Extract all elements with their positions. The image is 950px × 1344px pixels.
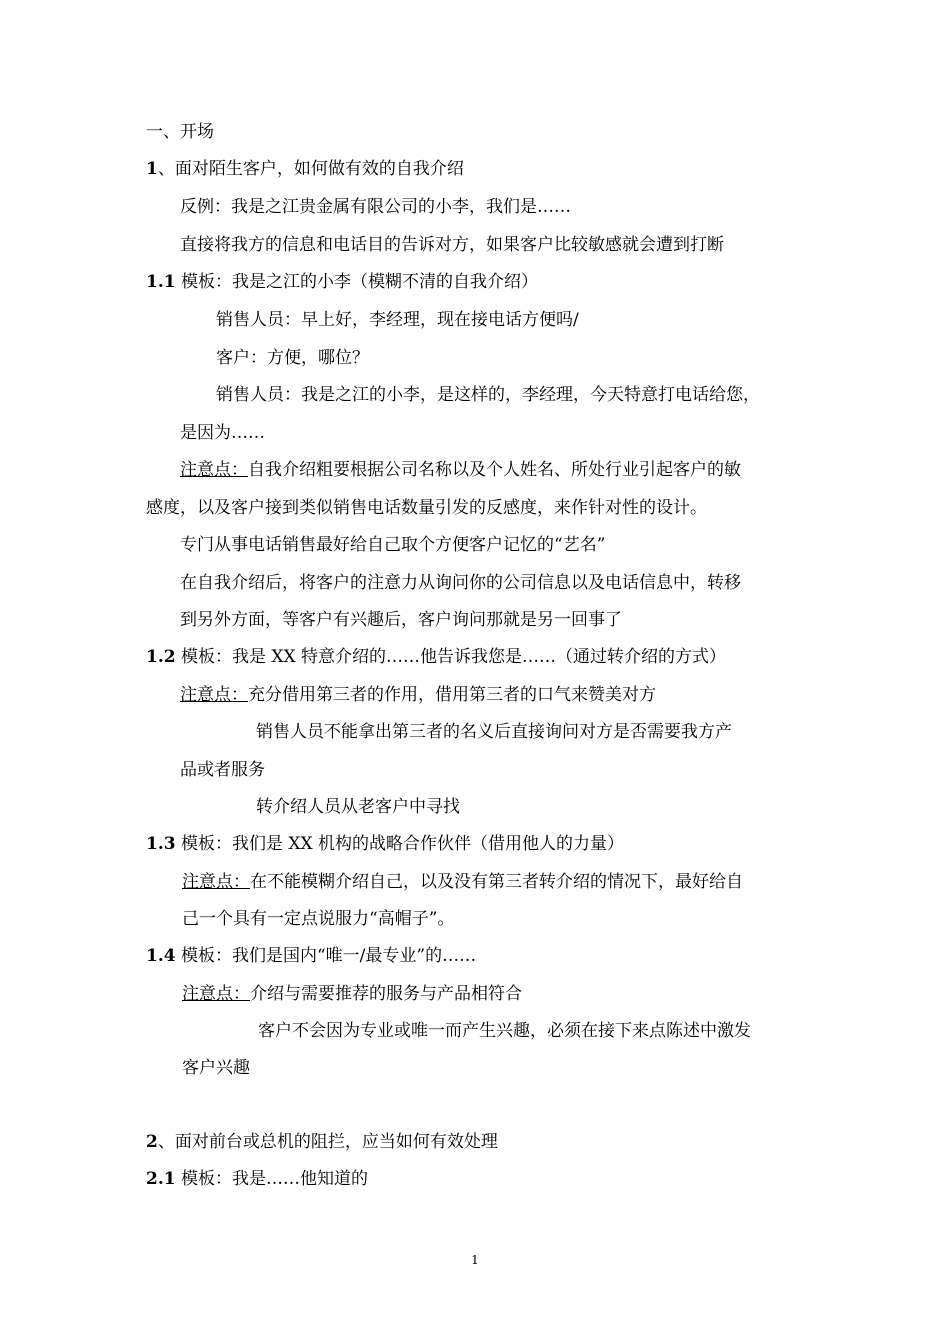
page-number: 1 — [471, 1253, 479, 1267]
section-heading-text: 一、开场 — [146, 122, 214, 142]
paragraph-line: 反例：我是之江贵金属有限公司的小李，我们是…… — [180, 197, 571, 217]
heading-text: 模板：我们是国内“唯一/最专业”的…… — [175, 946, 477, 966]
paragraph-line: 在自我介绍后，将客户的注意力从询问你的公司信息以及电话信息中，转移 — [180, 573, 741, 593]
note-label: 注意点： — [182, 872, 250, 892]
heading-text: 模板：我们是 XX 机构的战略合作伙伴（借用他人的力量） — [175, 834, 624, 854]
section-heading — [146, 120, 214, 144]
paragraph-line: 销售人员不能拿出第三者的名义后直接询问对方是否需要我方产 — [256, 722, 732, 742]
note-label: 注意点： — [180, 685, 248, 705]
note-text: 介绍与需要推荐的服务与产品相符合 — [250, 984, 522, 1004]
heading-number: 1.1 — [146, 272, 176, 292]
paragraph-line: 客户不会因为专业或唯一而产生兴趣，必须在接下来点陈述中激发 — [258, 1021, 751, 1041]
paragraph-line: 己一个具有一定点说服力“高帽子”。 — [182, 909, 455, 929]
heading-number: 1.3 — [146, 834, 176, 854]
heading-number: 1 — [146, 159, 158, 179]
heading-2-1 — [146, 1167, 368, 1191]
paragraph-line: 专门从事电话销售最好给自己取个方便客户记忆的“艺名” — [180, 535, 606, 555]
note-line — [182, 870, 743, 894]
dialogue-line: 销售人员：我是之江的小李，是这样的，李经理，今天特意打电话给您， — [216, 385, 760, 405]
note-label: 注意点： — [180, 460, 248, 480]
paragraph-line: 客户兴趣 — [182, 1058, 250, 1078]
heading-text: 、面对陌生客户，如何做有效的自我介绍 — [157, 159, 464, 179]
heading-number: 2.1 — [146, 1169, 176, 1189]
heading-text: 、面对前台或总机的阻拦，应当如何有效处理 — [157, 1132, 498, 1152]
dialogue-line: 是因为…… — [180, 423, 265, 443]
dialogue-line: 销售人员：早上好，李经理，现在接电话方便吗/ — [216, 310, 579, 330]
paragraph-line: 到另外方面，等客户有兴趣后，客户询问那就是另一回事了 — [180, 610, 622, 630]
heading-1-1 — [146, 270, 538, 294]
heading-1-3 — [146, 832, 624, 856]
note-text: 自我介绍粗要根据公司名称以及个人姓名、所处行业引起客户的敏 — [248, 460, 741, 480]
heading-1 — [146, 157, 464, 181]
heading-text: 模板：我是 XX 特意介绍的……他告诉我您是……（通过转介绍的方式） — [175, 647, 726, 667]
note-text: 在不能模糊介绍自己，以及没有第三者转介绍的情况下，最好给自 — [250, 872, 743, 892]
paragraph-line: 感度，以及客户接到类似销售电话数量引发的反感度，来作针对性的设计。 — [146, 498, 707, 518]
note-text: 充分借用第三者的作用，借用第三者的口气来赞美对方 — [248, 685, 656, 705]
paragraph-line: 直接将我方的信息和电话目的告诉对方，如果客户比较敏感就会遭到打断 — [180, 235, 724, 255]
paragraph-line: 转介绍人员从老客户中寻找 — [256, 797, 460, 817]
heading-number: 1.4 — [146, 946, 176, 966]
heading-1-2 — [146, 645, 726, 669]
heading-number: 2 — [146, 1132, 158, 1152]
heading-1-4 — [146, 944, 476, 968]
note-line — [180, 683, 656, 707]
note-label: 注意点： — [182, 984, 250, 1004]
heading-number: 1.2 — [146, 647, 176, 667]
heading-2 — [146, 1130, 498, 1154]
heading-text: 模板：我是之江的小李（模糊不清的自我介绍） — [175, 272, 538, 292]
paragraph-line: 品或者服务 — [180, 760, 265, 780]
note-line — [182, 982, 522, 1006]
note-line — [180, 458, 741, 482]
dialogue-line: 客户：方便，哪位？ — [216, 348, 369, 368]
heading-text: 模板：我是……他知道的 — [175, 1169, 368, 1189]
